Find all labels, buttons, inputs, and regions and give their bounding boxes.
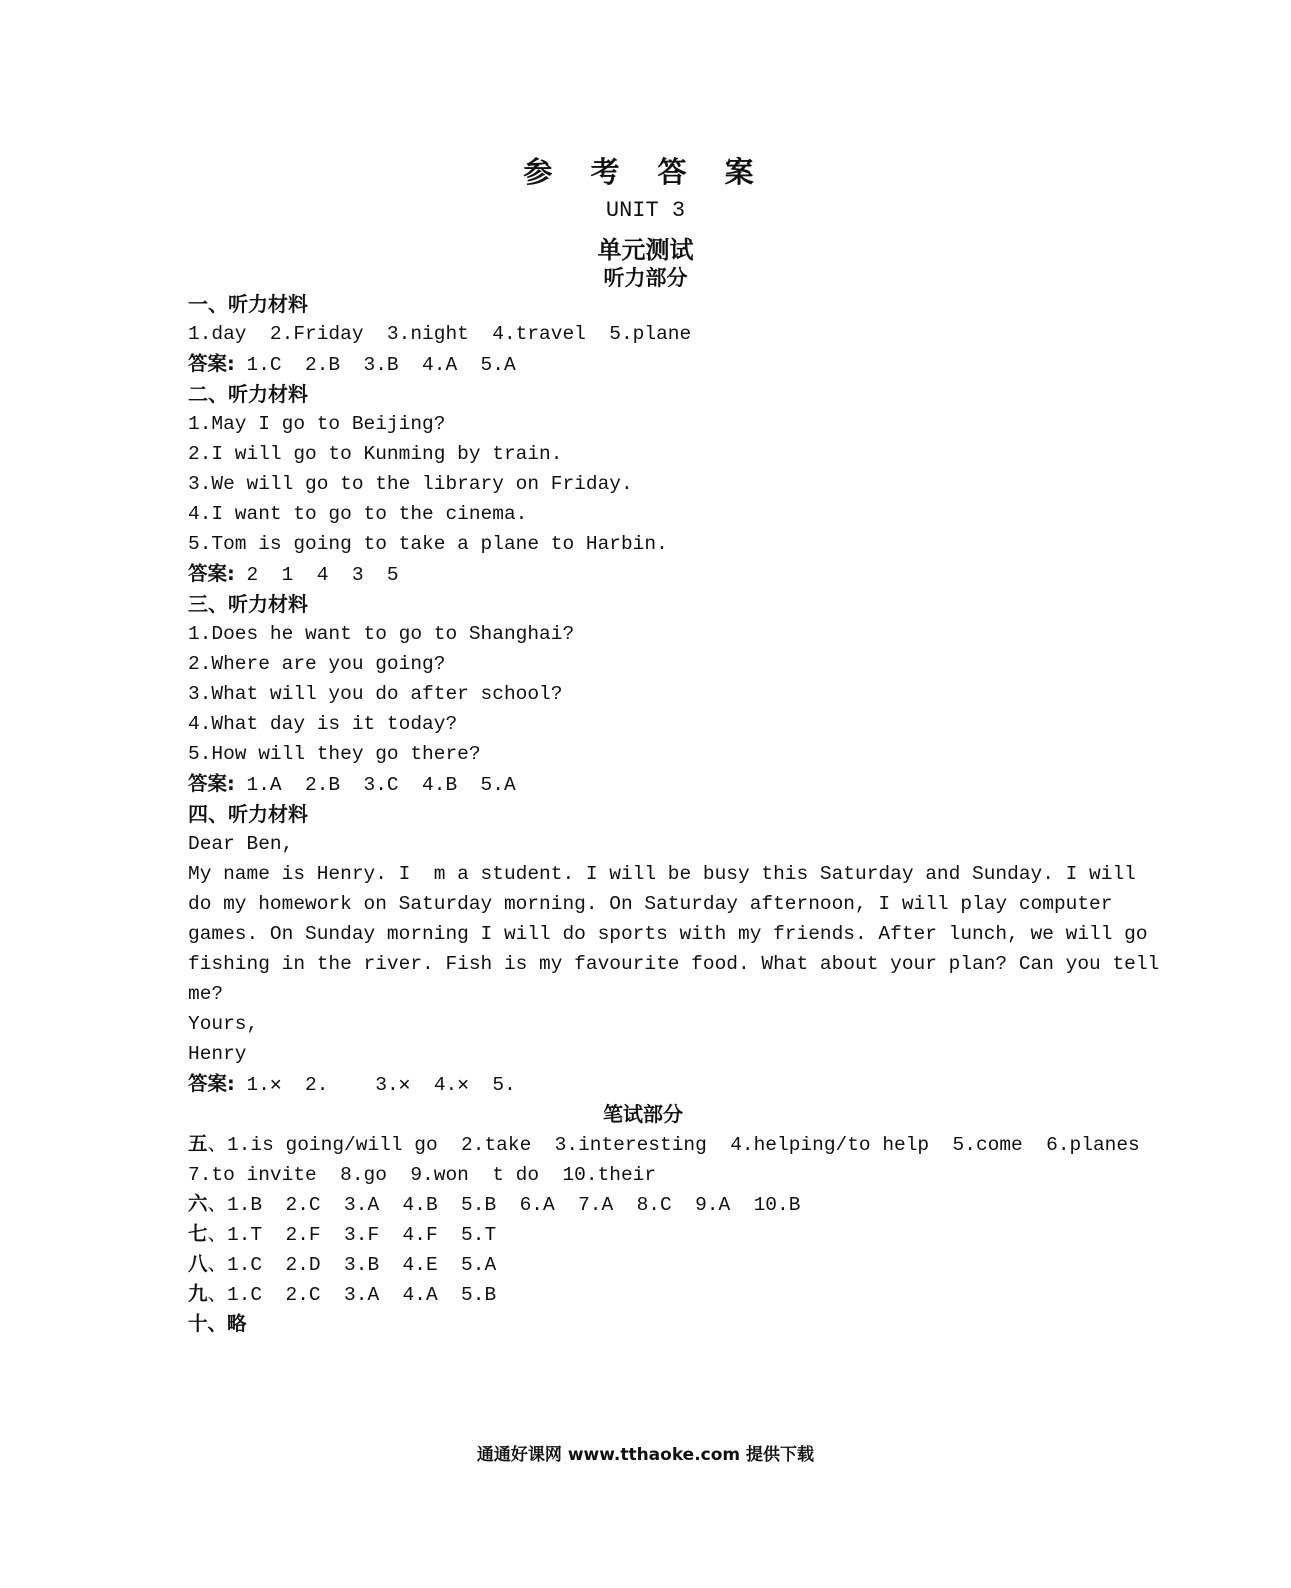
item-number: 十 — [188, 1312, 208, 1335]
answer-label: 答案: — [188, 562, 235, 585]
item-text: 、1.C 2.C 3.A 4.A 5.B — [207, 1284, 497, 1306]
item-number: 七 — [188, 1222, 208, 1245]
part2-answer — [188, 559, 1098, 589]
answer-text: 2 1 4 3 5 — [234, 564, 399, 586]
item-number: 九 — [188, 1282, 208, 1305]
item-text: 、1.B 2.C 3.A 4.B 5.B 6.A 7.A 8.C 9.A 10.B — [207, 1194, 801, 1216]
footer-credit: 通通好课网 www.tthaoke.com 提供下载 — [476, 1445, 815, 1465]
item-text: 、1.is going/will go 2.take 3.interesting 4.helping/to help 5.come 6.planes — [207, 1134, 1140, 1156]
listening-section-title: 听力部分 — [603, 266, 688, 290]
written-item — [188, 1309, 1098, 1339]
part3-line: 2.Where are you going? — [188, 653, 446, 675]
test-title: 单元测试 — [597, 236, 694, 264]
part2-line: 4.I want to go to the cinema. — [188, 503, 528, 525]
answer-text: 1.✕ 2. 3.✕ 4.✕ 5. — [234, 1074, 516, 1096]
part3-answer — [188, 769, 1098, 799]
item-text: 、1.C 2.D 3.B 4.E 5.A — [207, 1254, 497, 1276]
part4-heading: 四、听力材料 — [188, 802, 308, 826]
answer-label: 答案: — [188, 772, 235, 795]
part1-heading: 一、听力材料 — [188, 292, 308, 316]
item-text: 、1.T 2.F 3.F 4.F 5.T — [207, 1224, 497, 1246]
part3-line: 4.What day is it today? — [188, 713, 458, 735]
item-text: 7.to invite 8.go 9.won t do 10.their — [188, 1164, 657, 1186]
answer-text: 1.C 2.B 3.B 4.A 5.A — [234, 354, 516, 376]
part3-line: 1.Does he want to go to Shanghai? — [188, 623, 575, 645]
letter-line: Yours, — [188, 1013, 259, 1035]
letter-line: My name is Henry. I m a student. I will be busy this Saturday and Sunday. I will — [188, 863, 1136, 885]
letter-line: Henry — [188, 1043, 247, 1065]
page-title: 参 考 答 案 — [523, 155, 768, 189]
written-item — [188, 1279, 1098, 1309]
unit-label: UNIT 3 — [605, 198, 686, 223]
letter-line: fishing in the river. Fish is my favourite food. What about your plan? Can you tell — [188, 953, 1160, 975]
item-number: 八 — [188, 1252, 208, 1275]
item-number: 五 — [188, 1132, 208, 1155]
written-section-title: 笔试部分 — [603, 1102, 683, 1126]
answer-label: 答案: — [188, 1072, 235, 1095]
part2-heading: 二、听力材料 — [188, 382, 308, 406]
part2-line: 5.Tom is going to take a plane to Harbin. — [188, 533, 668, 555]
item-number: 六 — [188, 1192, 208, 1215]
part1-answer — [188, 349, 1098, 379]
answer-text: 1.A 2.B 3.C 4.B 5.A — [234, 774, 516, 796]
letter-line: Dear Ben, — [188, 833, 294, 855]
letter-line: me? — [188, 983, 224, 1005]
part3-line: 5.How will they go there? — [188, 743, 481, 765]
part3-line: 3.What will you do after school? — [188, 683, 563, 705]
letter-line: do my homework on Saturday morning. On Saturday afternoon, I will play computer — [188, 893, 1113, 915]
written-item — [188, 1189, 1098, 1219]
written-item — [188, 1159, 1098, 1189]
written-item — [188, 1129, 1140, 1159]
part4-answer — [188, 1069, 1098, 1099]
letter-line: games. On Sunday morning I will do sports with my friends. After lunch, we will go — [188, 923, 1148, 945]
item-text: 、略 — [207, 1312, 247, 1335]
part2-line: 1.May I go to Beijing? — [188, 413, 446, 435]
part3-heading: 三、听力材料 — [188, 592, 308, 616]
written-item — [188, 1249, 1098, 1279]
part2-line: 2.I will go to Kunming by train. — [188, 443, 563, 465]
written-item — [188, 1219, 1098, 1249]
part1-material: 1.day 2.Friday 3.night 4.travel 5.plane — [188, 323, 692, 345]
answer-label: 答案: — [188, 352, 235, 375]
answer-body — [188, 289, 1160, 1339]
part2-line: 3.We will go to the library on Friday. — [188, 473, 633, 495]
